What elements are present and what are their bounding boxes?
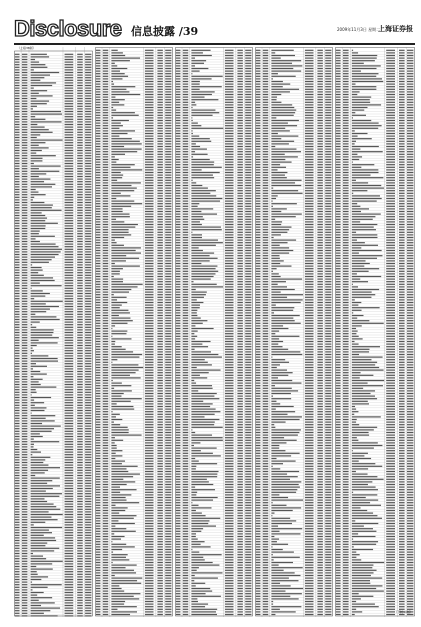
holdings-tables-area [14, 47, 415, 617]
continued-from-label: （上接38版） [17, 46, 36, 50]
table-column-4 [255, 47, 333, 617]
table-column-3 [175, 47, 253, 617]
issue-date: 2009年11月3日 星期二 [337, 27, 381, 32]
holdings-table-texture [255, 47, 333, 617]
table-column-1 [14, 47, 93, 617]
table-column-2 [95, 47, 173, 617]
table-column-5 [335, 47, 415, 617]
holdings-table-texture [95, 47, 173, 617]
holdings-table-texture [175, 47, 253, 617]
page-header [14, 16, 414, 42]
holdings-table-texture [14, 47, 93, 617]
section-title: 信息披露 /39 [131, 25, 199, 38]
continued-to-label: （下转40版） [394, 610, 413, 614]
newspaper-name: 上海证券报 [378, 24, 413, 33]
holdings-table-texture [335, 47, 415, 617]
header-rule [14, 43, 415, 45]
disclosure-logo: Disclosure [14, 16, 122, 41]
